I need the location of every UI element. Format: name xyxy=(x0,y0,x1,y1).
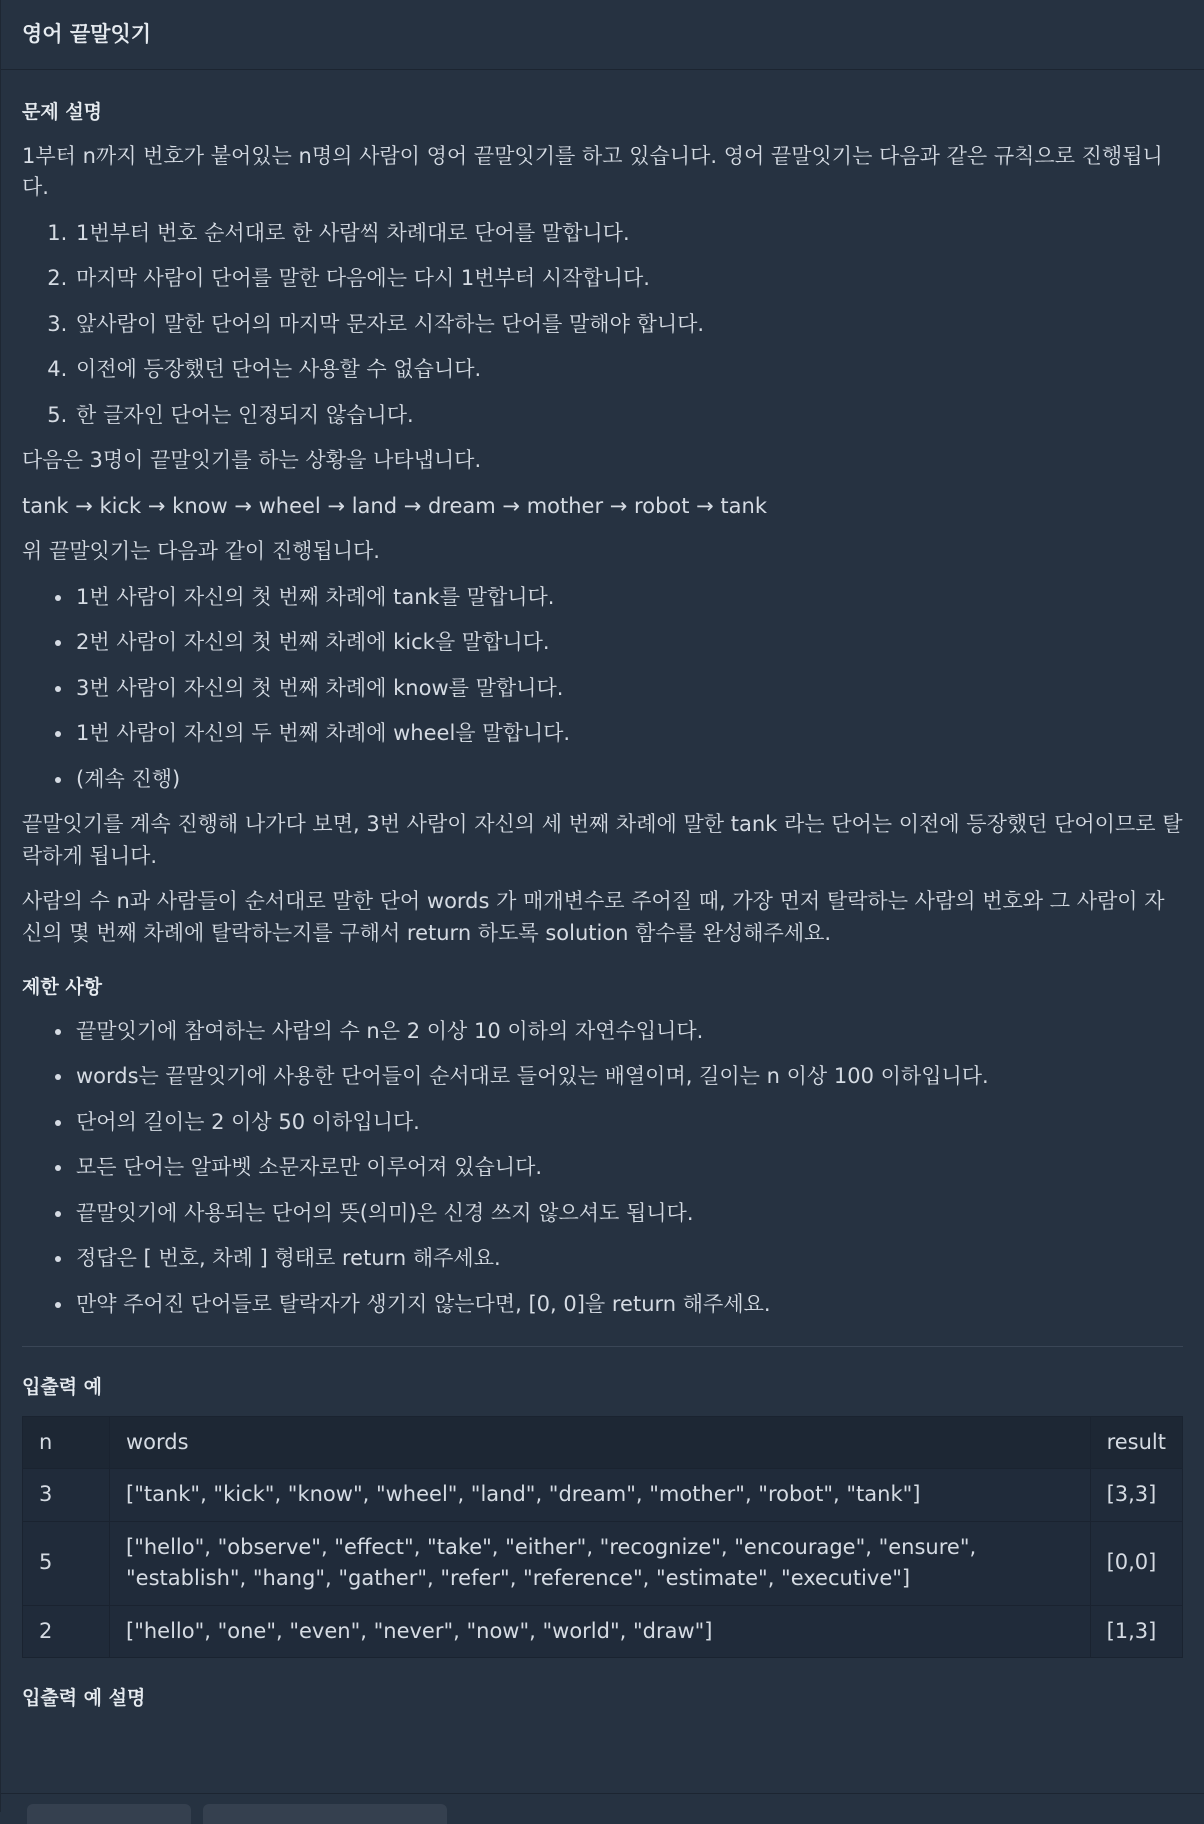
cell-result: [0,0] xyxy=(1090,1521,1182,1605)
bottom-tab-strip xyxy=(1,1793,1204,1813)
constraint-item: • 단어의 길이는 2 이상 50 이하입니다. xyxy=(74,1107,1183,1139)
example-chain: tank → kick → know → wheel → land → dream → mother → robot → tank xyxy=(22,493,767,518)
progress-item: • (계속 진행) xyxy=(74,764,1183,796)
constraint-item: • 모든 단어는 알파벳 소문자로만 이루어져 있습니다. xyxy=(74,1152,1183,1184)
example-tab-2[interactable] xyxy=(203,1804,447,1824)
column-header-n: n xyxy=(23,1416,110,1469)
column-header-result: result xyxy=(1090,1416,1182,1469)
progress-intro: 위 끝말잇기는 다음과 같이 진행됩니다. xyxy=(22,539,380,563)
rules-list xyxy=(22,218,1183,432)
section-divider xyxy=(22,1346,1183,1347)
progress-item: • 3번 사람이 자신의 첫 번째 차례에 know를 말합니다. xyxy=(74,673,1183,705)
example-explanation-heading: 입출력 예 설명 xyxy=(22,1687,146,1709)
cell-n: 5 xyxy=(23,1521,110,1605)
constraint-item: • words는 끝말잇기에 사용한 단어들이 순서대로 들어있는 배열이며, 길이는 n 이상 100 이하입니다. xyxy=(74,1061,1183,1093)
cell-n: 2 xyxy=(23,1605,110,1658)
description-intro: 1부터 n까지 번호가 붙어있는 n명의 사람이 영어 끝말잇기를 하고 있습니다. 영어 끝말잇기는 다음과 같은 규칙으로 진행됩니다. xyxy=(22,143,1163,199)
description-heading: 문제 설명 xyxy=(22,101,103,123)
progress-item: • 1번 사람이 자신의 첫 번째 차례에 tank를 말합니다. xyxy=(74,582,1183,614)
elimination-text: 끝말잇기를 계속 진행해 나가다 보면, 3번 사람이 자신의 세 번째 차례에 말한 tank 라는 단어는 이전에 등장했던 단어이므로 탈락하게 됩니다. xyxy=(22,812,1183,868)
example-intro: 다음은 3명이 끝말잇기를 하는 상황을 나타냅니다. xyxy=(22,448,482,472)
cell-result: [3,3] xyxy=(1090,1469,1182,1522)
rule-item: 1. 1번부터 번호 순서대로 한 사람씩 차례대로 단어를 말합니다. xyxy=(74,218,1183,250)
rule-item: 5. 한 글자인 단어는 인정되지 않습니다. xyxy=(74,400,1183,432)
table-row xyxy=(23,1605,1183,1658)
example-tab-1[interactable] xyxy=(27,1804,191,1824)
task-text: 사람의 수 n과 사람들이 순서대로 말한 단어 words 가 매개변수로 주어질 때, 가장 먼저 탈락하는 사람의 번호와 그 사람이 자신의 몇 번째 차례에 탈락하는지를 구해서 return 하도록 solution 함수를 완성해주세요. xyxy=(22,889,1165,945)
examples-table xyxy=(22,1416,1183,1659)
title-bar xyxy=(1,0,1204,70)
constraint-item: • 끝말잇기에 참여하는 사람의 수 n은 2 이상 10 이하의 자연수입니다. xyxy=(74,1016,1183,1048)
constraints-list xyxy=(22,1016,1183,1321)
table-row xyxy=(23,1469,1183,1522)
examples-heading: 입출력 예 xyxy=(22,1376,103,1398)
constraint-item: • 만약 주어진 단어들로 탈락자가 생기지 않는다면, [0, 0]을 return 해주세요. xyxy=(74,1289,1183,1321)
constraint-item: • 끝말잇기에 사용되는 단어의 뜻(의미)은 신경 쓰지 않으셔도 됩니다. xyxy=(74,1198,1183,1230)
cell-words: ["tank", "kick", "know", "wheel", "land", "dream", "mother", "robot", "tank"] xyxy=(110,1469,1091,1522)
table-row xyxy=(23,1521,1183,1605)
progress-item: • 1번 사람이 자신의 두 번째 차례에 wheel을 말합니다. xyxy=(74,718,1183,750)
table-header-row xyxy=(23,1416,1183,1469)
rule-item: 3. 앞사람이 말한 단어의 마지막 문자로 시작하는 단어를 말해야 합니다. xyxy=(74,309,1183,341)
cell-words: ["hello", "observe", "effect", "take", "either", "recognize", "encourage", "ensure", "establish", "hang", "gather", "refer", "reference", "estimate", "executive"] xyxy=(110,1521,1091,1605)
column-header-words: words xyxy=(110,1416,1091,1469)
problem-title: 영어 끝말잇기 xyxy=(22,21,152,46)
cell-n: 3 xyxy=(23,1469,110,1522)
cell-words: ["hello", "one", "even", "never", "now", "world", "draw"] xyxy=(110,1605,1091,1658)
constraint-item: • 정답은 [ 번호, 차례 ] 형태로 return 해주세요. xyxy=(74,1243,1183,1275)
constraints-heading: 제한 사항 xyxy=(22,976,103,998)
progress-list xyxy=(22,582,1183,796)
cell-result: [1,3] xyxy=(1090,1605,1182,1658)
problem-content xyxy=(1,70,1204,1713)
progress-item: • 2번 사람이 자신의 첫 번째 차례에 kick을 말합니다. xyxy=(74,627,1183,659)
rule-item: 2. 마지막 사람이 단어를 말한 다음에는 다시 1번부터 시작합니다. xyxy=(74,263,1183,295)
rule-item: 4. 이전에 등장했던 단어는 사용할 수 없습니다. xyxy=(74,354,1183,386)
